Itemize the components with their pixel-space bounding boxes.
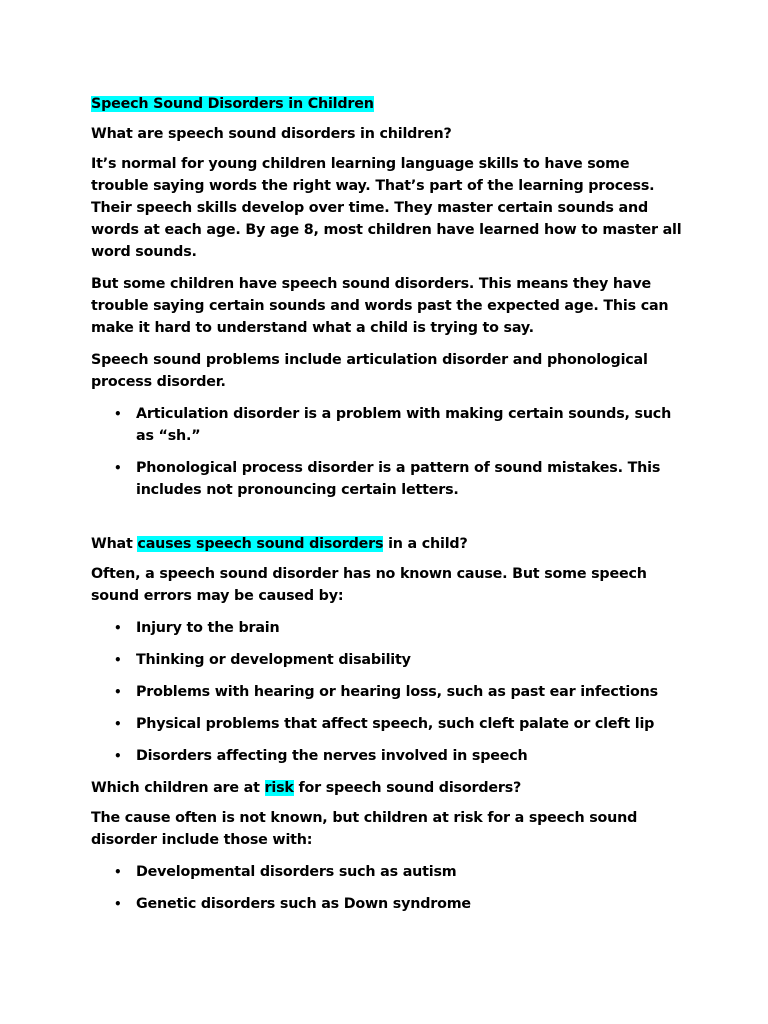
paragraph-no-known-cause: Often, a speech sound disorder has no known cause. But some speech sound errors may be caused by: xyxy=(91,566,647,604)
list-causes xyxy=(91,617,691,767)
document-title xyxy=(91,93,691,115)
bullet-icon: • xyxy=(114,621,122,635)
list-item: • Problems with hearing or hearing loss, such as past ear infections xyxy=(91,681,691,703)
bullet-icon: • xyxy=(114,717,122,731)
list-item: • Injury to the brain xyxy=(91,617,691,639)
paragraph-some-children: But some children have speech sound disorders. This means they have trouble saying certain sounds and words past the expected age. This can make it hard to understand what a child is trying to say. xyxy=(91,276,669,336)
section-heading-risk: Which children are at risk for speech sound disorders? xyxy=(91,780,522,796)
list-item: • Genetic disorders such as Down syndrome xyxy=(91,893,691,915)
list-item: • Phonological process disorder is a pattern of sound mistakes. This includes not pronouncing certain letters. xyxy=(91,457,691,501)
list-item: • Physical problems that affect speech, such cleft palate or cleft lip xyxy=(91,713,691,735)
bullet-icon: • xyxy=(114,897,122,911)
list-item: • Articulation disorder is a problem with making certain sounds, such as “sh.” xyxy=(91,403,691,447)
title-highlight: Speech Sound Disorders in Children xyxy=(91,96,374,112)
section-heading-causes: What causes speech sound disorders in a child? xyxy=(91,536,468,552)
document-page xyxy=(91,93,691,925)
paragraph-cause-not-known: The cause often is not known, but children at risk for a speech sound disorder include those with: xyxy=(91,810,638,848)
paragraph-problems-include: Speech sound problems include articulation disorder and phonological process disorder. xyxy=(91,352,648,390)
bullet-icon: • xyxy=(114,865,122,879)
paragraph-normal-learning: It’s normal for young children learning language skills to have some trouble saying words the right way. That’s part of the learning process. Their speech skills develop over time. They master certain sounds and words at each age. By age 8, most children have learned how to master all word sounds. xyxy=(91,156,682,260)
bullet-icon: • xyxy=(114,653,122,667)
bullet-icon: • xyxy=(114,407,122,421)
list-item: • Thinking or development disability xyxy=(91,649,691,671)
bullet-icon: • xyxy=(114,461,122,475)
bullet-icon: • xyxy=(114,685,122,699)
list-item: • Disorders affecting the nerves involved in speech xyxy=(91,745,691,767)
list-disorder-types xyxy=(91,403,691,501)
risk-highlight: risk xyxy=(264,780,294,796)
causes-highlight: causes speech sound disorders xyxy=(137,536,384,552)
list-item: • Developmental disorders such as autism xyxy=(91,861,691,883)
section-heading-what-are: What are speech sound disorders in children? xyxy=(91,126,452,142)
bullet-icon: • xyxy=(114,749,122,763)
list-risk-factors xyxy=(91,861,691,915)
section-spacer xyxy=(91,511,691,533)
